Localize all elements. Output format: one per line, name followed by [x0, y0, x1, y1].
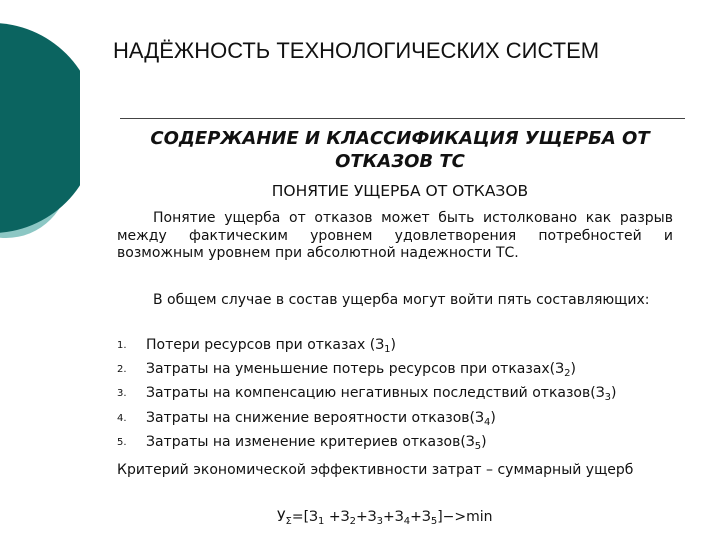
list-item-text: Затраты на компенсацию негативных последствий $отказов(З_3)$	[146, 385, 617, 404]
list-item-number: 4.	[117, 412, 127, 424]
dark-teal-circle	[0, 23, 80, 233]
section-heading-line-1: СОДЕРЖАНИЕ И КЛАССИФИКАЦИЯ УЩЕРБА ОТ	[150, 128, 650, 149]
subheading: ПОНЯТИЕ УЩЕРБА ОТ ОТКАЗОВ	[271, 182, 529, 200]
list-item	[117, 359, 687, 383]
list-item	[117, 408, 687, 432]
components-intro-paragraph: В общем случае в состав ущерба могут войти пять составляющих:	[153, 292, 650, 308]
list-item-text: Затраты на изменение критериев $отказов(З_5)$	[146, 433, 487, 452]
list-item	[117, 335, 687, 359]
list-item	[117, 383, 687, 407]
decorative-circles	[0, 0, 80, 290]
list-item	[117, 432, 687, 456]
conclusion-paragraph: Критерий экономической эффективности затрат – суммарный ущерб	[117, 462, 634, 478]
section-heading-line-2: ОТКАЗОВ ТС	[335, 151, 465, 172]
divider-line	[120, 118, 685, 119]
list-item-number: 1.	[117, 340, 127, 351]
list-item-number: 3.	[117, 388, 127, 400]
list-item-number: 2.	[117, 364, 127, 376]
presentation-title: НАДЁЖНОСТЬ ТЕХНОЛОГИЧЕСКИХ СИСТЕМ	[113, 38, 600, 63]
section-heading	[115, 127, 685, 173]
list-item-text: Затраты на снижение вероятности $отказов(З_4)$	[146, 409, 496, 428]
list-item-number: 5.	[117, 436, 127, 448]
damage-components-list	[117, 335, 687, 456]
list-item-text: Потери ресурсов при отказах $(З_1)$	[146, 337, 397, 355]
definition-paragraph: Понятие ущерба от отказов может быть истолковано как разрыв между фактическим уровнем удовлетворения потребностей и возможным уровнем при абсолютной надежности ТС.	[117, 210, 673, 261]
list-item-text: Затраты на уменьшение потерь ресурсов при $отказах(З_2)$	[146, 361, 576, 380]
total-damage-formula: $У_\Sigma=[З_1 +З_2+З_3+З_4+З_5]->\min$	[277, 509, 493, 527]
